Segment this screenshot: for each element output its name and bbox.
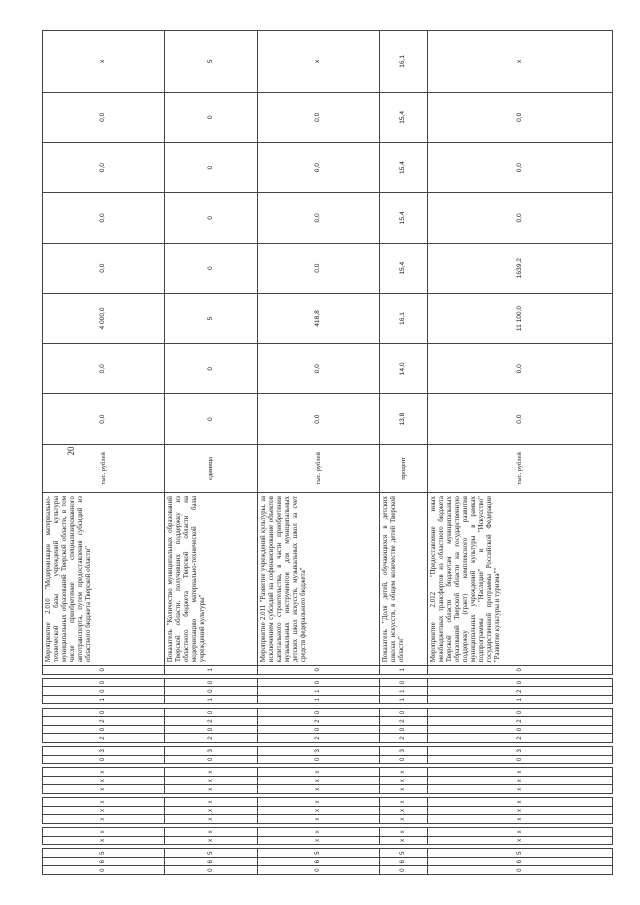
code-digit-cell: 2: [258, 734, 380, 743]
code-digit-cell: х: [165, 806, 258, 815]
value-cell: х: [428, 31, 613, 93]
code-digit-cell: [380, 794, 428, 798]
code-digit-cell: х: [43, 798, 165, 807]
activity-name-cell: [380, 493, 428, 666]
value-cell: 0,0: [258, 243, 380, 293]
value-cell: 0,0: [43, 394, 165, 444]
code-digit-cell: х: [43, 815, 165, 824]
code-digit-cell: 1: [428, 695, 613, 704]
code-digit-cell: [428, 794, 613, 798]
table-row: [43, 31, 165, 875]
value-cell: 15,4: [380, 243, 428, 293]
code-digit-cell: 0: [428, 708, 613, 717]
code-digit-cell: [165, 742, 258, 746]
code-digit-cell: х: [43, 806, 165, 815]
code-digit-cell: х: [428, 768, 613, 777]
page-number: 20: [66, 446, 76, 456]
value-cell: 0,0: [258, 92, 380, 142]
code-digit-cell: 1: [165, 695, 258, 704]
code-digit-cell: х: [165, 768, 258, 777]
code-digit-cell: х: [165, 798, 258, 807]
code-digit-cell: х: [380, 798, 428, 807]
code-digit-cell: 0: [258, 708, 380, 717]
code-digit-cell: 1: [380, 695, 428, 704]
code-digit-cell: 2: [165, 734, 258, 743]
code-digit-cell: [380, 764, 428, 768]
code-digit-cell: 0: [258, 755, 380, 764]
code-digit-cell: 2: [428, 717, 613, 726]
value-cell: 15,4: [380, 92, 428, 142]
code-digit-cell: 2: [428, 687, 613, 696]
code-digit-cell: [380, 674, 428, 678]
code-digit-cell: 0: [43, 866, 165, 875]
code-digit-cell: х: [428, 806, 613, 815]
code-digit-cell: 0: [258, 725, 380, 734]
code-digit-cell: х: [380, 776, 428, 785]
code-digit-cell: 3: [428, 747, 613, 756]
code-digit-cell: 0: [43, 755, 165, 764]
code-digit-cell: 2: [380, 717, 428, 726]
code-digit-cell: 0: [380, 725, 428, 734]
code-digit-cell: [428, 704, 613, 708]
code-digit-cell: 0: [165, 755, 258, 764]
code-digit-cell: х: [380, 768, 428, 777]
value-cell: 0,0: [43, 344, 165, 394]
value-cell: 1639,2: [428, 243, 613, 293]
code-digit-cell: х: [165, 836, 258, 845]
code-digit-cell: 5: [428, 849, 613, 858]
code-digit-cell: 0: [43, 725, 165, 734]
table-row: [380, 31, 428, 875]
code-digit-cell: 0: [428, 866, 613, 875]
value-cell: 5: [165, 31, 258, 93]
code-digit-cell: х: [165, 815, 258, 824]
code-digit-cell: 2: [43, 734, 165, 743]
code-digit-cell: 6: [165, 857, 258, 866]
code-digit-cell: 0: [380, 708, 428, 717]
code-digit-cell: 1: [380, 666, 428, 675]
code-digit-cell: [258, 764, 380, 768]
value-cell: 0,0: [428, 344, 613, 394]
unit-cell: тыс. рублей: [428, 444, 613, 492]
code-digit-cell: 1: [43, 695, 165, 704]
code-digit-cell: 2: [258, 717, 380, 726]
code-digit-cell: 2: [165, 717, 258, 726]
code-digit-cell: 3: [258, 747, 380, 756]
code-digit-cell: [258, 823, 380, 827]
value-cell: 0: [165, 142, 258, 192]
value-cell: 0: [165, 193, 258, 243]
code-digit-cell: х: [165, 785, 258, 794]
code-digit-cell: 0: [43, 708, 165, 717]
value-cell: 0: [165, 92, 258, 142]
code-digit-cell: 1: [380, 687, 428, 696]
code-digit-cell: 0: [380, 755, 428, 764]
activity-name-cell: [43, 493, 165, 666]
code-digit-cell: х: [258, 806, 380, 815]
code-digit-cell: х: [258, 836, 380, 845]
code-digit-cell: [165, 823, 258, 827]
code-digit-cell: х: [380, 806, 428, 815]
rotated-table-page: [42, 30, 612, 875]
value-cell: 15,4: [380, 142, 428, 192]
code-digit-cell: 0: [380, 866, 428, 875]
code-digit-cell: [165, 674, 258, 678]
code-digit-cell: х: [165, 776, 258, 785]
code-digit-cell: х: [258, 785, 380, 794]
code-digit-cell: [380, 742, 428, 746]
code-digit-cell: [43, 845, 165, 849]
code-digit-cell: 5: [165, 849, 258, 858]
code-digit-cell: 0: [43, 666, 165, 675]
code-digit-cell: [428, 742, 613, 746]
value-cell: 15,4: [380, 193, 428, 243]
code-digit-cell: х: [43, 785, 165, 794]
activity-name-cell: [258, 493, 380, 666]
code-digit-cell: [428, 823, 613, 827]
value-cell: 0,0: [428, 92, 613, 142]
code-digit-cell: х: [428, 776, 613, 785]
code-digit-cell: 0: [43, 687, 165, 696]
code-digit-cell: 6: [428, 857, 613, 866]
value-cell: 11 100,0: [428, 293, 613, 343]
code-digit-cell: [380, 704, 428, 708]
code-digit-cell: [428, 845, 613, 849]
value-cell: 0: [165, 243, 258, 293]
code-digit-cell: [165, 704, 258, 708]
code-digit-cell: [258, 845, 380, 849]
code-digit-cell: 0: [165, 725, 258, 734]
value-cell: 0,0: [258, 394, 380, 444]
code-digit-cell: 1: [165, 666, 258, 675]
code-digit-cell: х: [258, 815, 380, 824]
code-digit-cell: [380, 823, 428, 827]
code-digit-cell: [43, 674, 165, 678]
value-cell: 0,0: [258, 344, 380, 394]
code-digit-cell: 5: [258, 849, 380, 858]
value-cell: 16,1: [380, 293, 428, 343]
code-digit-cell: х: [258, 828, 380, 837]
code-digit-cell: 2: [43, 717, 165, 726]
code-digit-cell: 0: [258, 666, 380, 675]
value-cell: 418,8: [258, 293, 380, 343]
code-digit-cell: [43, 794, 165, 798]
code-digit-cell: 5: [43, 849, 165, 858]
unit-cell: тыс. рублей: [43, 444, 165, 492]
code-digit-cell: х: [43, 828, 165, 837]
value-cell: 0: [165, 394, 258, 444]
code-digit-cell: х: [428, 828, 613, 837]
value-cell: 16,1: [380, 31, 428, 93]
value-cell: 0,0: [428, 394, 613, 444]
unit-cell: процент: [380, 444, 428, 492]
code-digit-cell: [165, 764, 258, 768]
code-digit-cell: 0: [165, 708, 258, 717]
value-cell: 0,0: [428, 193, 613, 243]
code-digit-cell: [258, 742, 380, 746]
code-digit-cell: [43, 823, 165, 827]
value-cell: 0,0: [43, 92, 165, 142]
value-cell: 14,0: [380, 344, 428, 394]
code-digit-cell: х: [43, 836, 165, 845]
code-digit-cell: [258, 794, 380, 798]
code-digit-cell: х: [428, 836, 613, 845]
code-digit-cell: 1: [258, 695, 380, 704]
activity-name-text: Показатель "Количество муниципальных образований Тверской области, получивших поддержку из областного бюджета Тверской области на модернизацию материально-технической базы учреждений культуры": [167, 496, 206, 663]
code-digit-cell: 6: [43, 857, 165, 866]
code-digit-cell: 3: [165, 747, 258, 756]
activity-name-cell: [428, 493, 613, 666]
code-digit-cell: 0: [428, 666, 613, 675]
code-digit-cell: х: [380, 785, 428, 794]
value-cell: 0,0: [43, 142, 165, 192]
code-digit-cell: х: [428, 798, 613, 807]
value-cell: 5: [165, 293, 258, 343]
unit-cell: единица: [165, 444, 258, 492]
unit-cell: тыс. рублей: [258, 444, 380, 492]
code-digit-cell: 2: [380, 734, 428, 743]
code-digit-cell: 0: [165, 678, 258, 687]
code-digit-cell: 6: [380, 857, 428, 866]
code-digit-cell: 1: [258, 687, 380, 696]
code-digit-cell: х: [428, 815, 613, 824]
code-digit-cell: х: [258, 768, 380, 777]
code-digit-cell: [165, 845, 258, 849]
program-table: [42, 30, 613, 875]
table-row: [428, 31, 613, 875]
code-digit-cell: х: [380, 828, 428, 837]
value-cell: 0: [165, 344, 258, 394]
code-digit-cell: х: [380, 815, 428, 824]
value-cell: 0,0: [428, 142, 613, 192]
code-digit-cell: 3: [380, 747, 428, 756]
activity-name-text: Показатель "Доля детей, обучающихся в детских школах искусств, в общем количестве детей Тверской области": [382, 496, 405, 663]
value-cell: х: [43, 31, 165, 93]
code-digit-cell: [43, 704, 165, 708]
value-cell: 0,0: [43, 193, 165, 243]
code-digit-cell: 0: [428, 755, 613, 764]
code-digit-cell: [258, 674, 380, 678]
activity-name-text: Мероприятие 2.010 "Модернизация материально-технической базы учреждений культуры муниципальных образований Тверской области, в том числе приобретение специализированного автотранспорта, путем предоставления субсидий из областного бюджета Тверской области": [45, 496, 92, 663]
code-digit-cell: 0: [165, 866, 258, 875]
code-digit-cell: [428, 764, 613, 768]
code-digit-cell: 0: [43, 678, 165, 687]
table-row: [165, 31, 258, 875]
code-digit-cell: [380, 845, 428, 849]
table-row: [258, 31, 380, 875]
activity-name-cell: [165, 493, 258, 666]
value-cell: 13,8: [380, 394, 428, 444]
code-digit-cell: [43, 742, 165, 746]
code-digit-cell: 3: [43, 747, 165, 756]
value-cell: 0,0: [258, 193, 380, 243]
code-digit-cell: 2: [428, 734, 613, 743]
activity-name-text: Мероприятие 2.012 "Предоставление иных межбюджетных трансфертов из областного бюджета Тверской области бюджетам муниципальных образований Тверской области на государственную поддержку (грант) комплексного развития муниципальных учреждений культуры в рамках подпрограммы "Наследие" и "Искусство" государственной программы Российской Федерации "Развитие культуры и туризма"": [430, 496, 501, 663]
activity-name-text: Мероприятие 2.011 "Развитие учреждений культуры, за исключением субсидий на софинансирование объектов капитального строительства, в части приобретения музыкальных инструментов для муниципальных детских школ искусств, музыкальных школ за счет средств федерального бюджета": [260, 496, 307, 663]
code-digit-cell: х: [380, 836, 428, 845]
code-digit-cell: х: [428, 785, 613, 794]
code-digit-cell: 0: [165, 687, 258, 696]
code-digit-cell: [428, 674, 613, 678]
value-cell: х: [258, 31, 380, 93]
code-digit-cell: [258, 704, 380, 708]
code-digit-cell: х: [258, 776, 380, 785]
code-digit-cell: х: [43, 776, 165, 785]
code-digit-cell: 0: [380, 678, 428, 687]
code-digit-cell: [165, 794, 258, 798]
code-digit-cell: х: [165, 828, 258, 837]
code-digit-cell: х: [43, 768, 165, 777]
value-cell: 0,0: [258, 142, 380, 192]
code-digit-cell: 6: [258, 857, 380, 866]
code-digit-cell: 0: [258, 678, 380, 687]
code-digit-cell: 0: [258, 866, 380, 875]
code-digit-cell: 0: [428, 678, 613, 687]
value-cell: 4 000,0: [43, 293, 165, 343]
code-digit-cell: 5: [380, 849, 428, 858]
code-digit-cell: 0: [428, 725, 613, 734]
code-digit-cell: [43, 764, 165, 768]
value-cell: 0,0: [43, 243, 165, 293]
code-digit-cell: х: [258, 798, 380, 807]
